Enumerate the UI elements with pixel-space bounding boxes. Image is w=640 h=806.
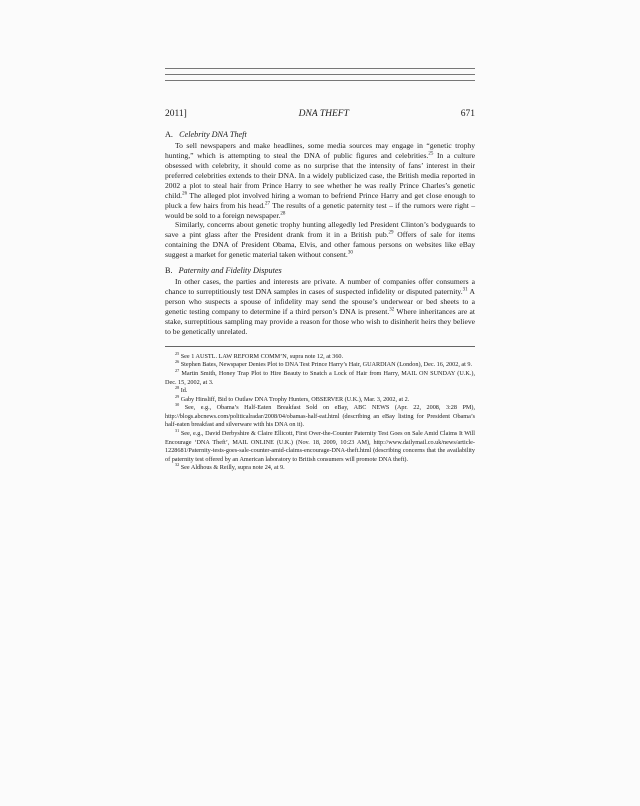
footnotes xyxy=(165,350,476,473)
footnote-ref: 30 xyxy=(347,250,353,256)
footnote-ref: 26 xyxy=(182,191,188,197)
top-rule-2 xyxy=(165,74,475,75)
footnote-ref: 28 xyxy=(280,211,286,217)
section-heading-b xyxy=(165,266,475,276)
top-rule-3 xyxy=(165,80,475,81)
footnote: $^{25}$ See 1 AUSTL. LAW REFORM COMM’N, supra note 12, at 360. xyxy=(175,350,344,360)
paragraph: In other cases, the parties and interests are private. A number of companies offer consumers a chance to surreptitiously test DNA samples in cases of suspected infidelity or disputed paternity.$^{31}$ A person who suspects a spouse of infidelity may send the spouse’s underwear or bed sheets to a genetic testing company to determine if a third person’s DNA is present.$^{32}$ Where inheritances are at stake, surreptitious sampling may provide a reason for those who wish to disinherit heirs they believe to be genetically unrelated. xyxy=(165,277,475,336)
footnote-ref: 25 xyxy=(428,151,434,157)
footnote-ref: 27 xyxy=(265,201,271,207)
page-number: 671 xyxy=(460,109,475,119)
paragraph: To sell newspapers and make headlines, some media sources may engage in “genetic trophy hunting,” which is attempting to steal the DNA of public figures and celebrities.$^{25}$ In a culture obsessed with celebrity, it should come as no surprise that the intensity of fans’ interest in their preferred celebrities extends to their DNA. In a widely publicized case, the British media reported in 2002 a plot to steal hair from Prince Harry to see whether he was really Prince Charles’s genetic child.$^{26}$ The alleged plot involved hiring a woman to befriend Prince Harry and get close enough to pluck a few hairs from his head.$^{27}$ The results of a genetic paternity test – if the rumors were right – would be sold to a foreign newspaper.$^{28}$ xyxy=(165,141,475,220)
section-title: Paternity and Fidelity Disputes xyxy=(178,266,282,276)
footnote: $^{32}$ See Aldhous & Reilly, supra note 24, at 9. xyxy=(175,462,285,472)
running-header xyxy=(165,108,475,120)
footnote-ref: 31 xyxy=(462,287,468,293)
footnote: $^{30}$ See, e.g., Obama’s Half-Eaten Breakfast Sold on eBay, ABC NEWS (Apr. 22, 2008, 3:28 PM), http://blogs.abcnews.com/politicalradar/2008/04/obamas-half-eat.html (describing an eBay listing for President Obama’s half-eaten breakfast and silverware with his DNA on it). xyxy=(165,402,476,429)
header-title: DNA THEFT xyxy=(298,109,349,119)
section-letter: A. xyxy=(165,130,173,139)
paragraph: Similarly, concerns about genetic trophy hunting allegedly led President Clinton’s bodyguards to save a pint glass after the President drank from it in a British pub.$^{29}$ Offers of sale for items containing the DNA of President Obama, Elvis, and other famous persons on websites like eBay suggest a market for genetic material taken without consent.$^{30}$ xyxy=(165,220,475,260)
top-rule-1 xyxy=(165,68,475,69)
footnote-ref: 29 xyxy=(388,230,394,236)
footnote: $^{28}$ Id. xyxy=(175,385,188,395)
section-heading-a xyxy=(165,130,475,140)
section-letter: B. xyxy=(165,266,173,276)
footnote: $^{26}$ Stephen Bates, Newspaper Denies Plot to DNA Test Prince Harry’s Hair, GUARDIAN (London), Dec. 16, 2002, at 9. xyxy=(175,359,473,369)
footnote-divider xyxy=(165,346,475,347)
header-volume: 2011] xyxy=(165,109,187,119)
footnote: $^{31}$ See, e.g., David Derbyshire & Claire Ellicott, First Over-the-Counter Paternity Test Goes on Sale Amid Claims It Will Encourage ‘DNA Theft’, MAIL ONLINE (U.K.) (Nov. 18, 2009, 10:23 AM), http://www.dailymail.co.uk/news/article-1228681/Paternity-tests-goes-sale-counter-amid-claims-encourage-DNA-theft.html (describing concerns that the availability of paternity test offered by an American laboratory to British consumers will promote DNA theft). xyxy=(165,428,476,463)
footnote: $^{29}$ Gaby Hinsliff, Bid to Outlaw DNA Trophy Hunters, OBSERVER (U.K.), Mar. 3, 2002, at 2. xyxy=(175,393,410,403)
footnote: $^{27}$ Martin Smith, Honey Trap Plot to Hire Beauty to Snatch a Lock of Hair from Harry, MAIL ON SUNDAY (U.K.), Dec. 15, 2002, at 3. xyxy=(165,367,475,386)
section-title: Celebrity DNA Theft xyxy=(179,130,247,139)
footnote-ref: 32 xyxy=(389,307,395,313)
document-page xyxy=(165,108,475,473)
